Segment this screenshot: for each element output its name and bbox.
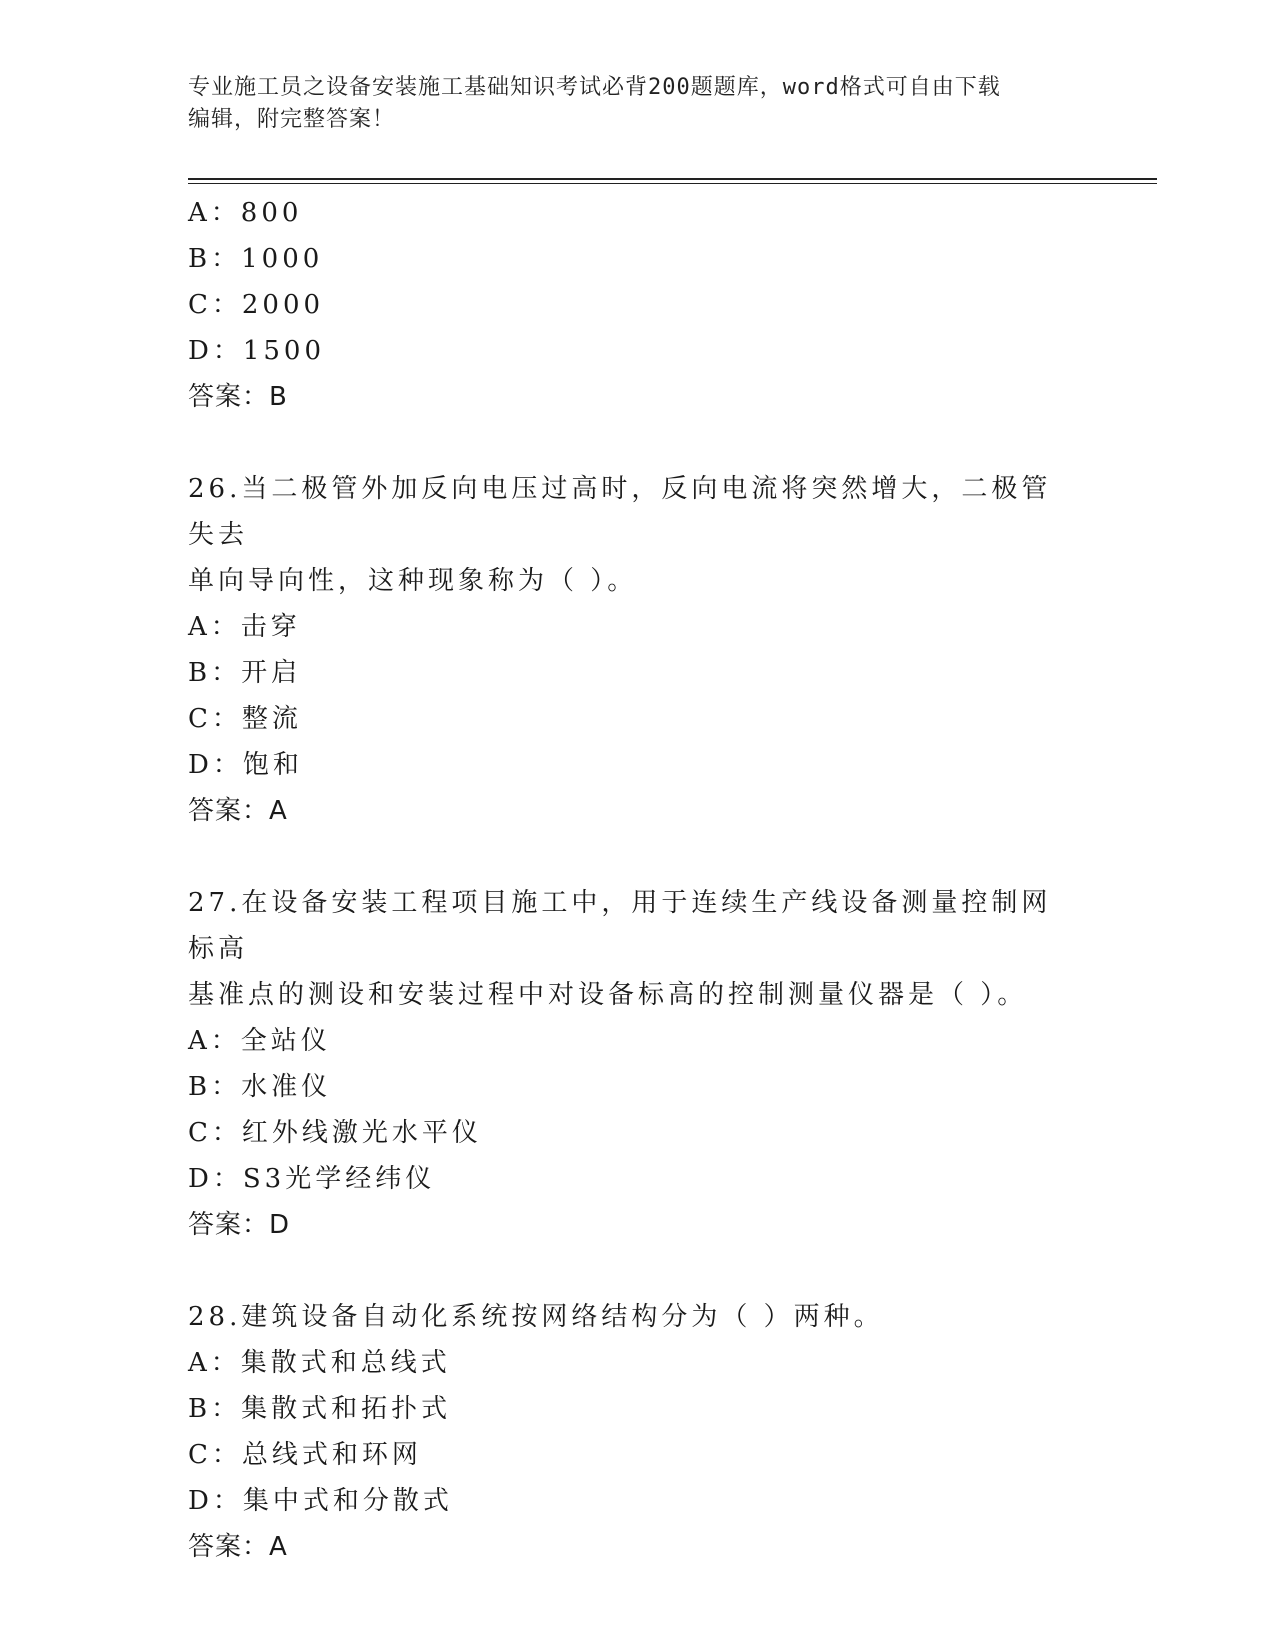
header-divider-thin [188,183,1157,184]
question-list [188,190,1088,1570]
option-d: D：1500 [188,336,326,366]
option-d: D：S3光学经纬仪 [188,1164,436,1194]
spacer [188,834,1088,880]
header-divider-thick [188,178,1157,180]
question-stem [188,1294,1068,1340]
option-b: B：开启 [188,658,302,688]
question-27 [188,880,1088,1248]
question-stem-line-2: 单向导向性，这种现象称为（ ）。 [188,566,638,596]
option-a: A：全站仪 [188,1026,331,1056]
question-stem-line-1: 26.当二极管外加反向电压过高时，反向电流将突然增大，二极管失去 [188,474,1052,550]
question-stem [188,880,1068,1018]
question-28 [188,1294,1088,1570]
header-title-line-2: 编辑，附完整答案！ [188,107,396,132]
option-b: B：1000 [188,244,324,274]
question-stem-line-1: 27.在设备安装工程项目施工中，用于连续生产线设备测量控制网标高 [188,888,1052,964]
option-b: B：水准仪 [188,1072,332,1102]
question-stem-line-1: 28.建筑设备自动化系统按网络结构分为（ ）两种。 [188,1302,884,1332]
option-c: C：2000 [188,290,325,320]
spacer [188,420,1088,466]
question-26 [188,466,1088,834]
answer-line: 答案：B [188,382,288,412]
question-stem-line-2: 基准点的测设和安装过程中对设备标高的控制测量仪器是（ ）。 [188,980,1028,1010]
answer-line: 答案：A [188,796,288,826]
question-stem [188,466,1068,604]
option-b: B：集散式和拓扑式 [188,1394,452,1424]
option-a: A：击穿 [188,612,301,642]
option-a: A：800 [188,198,303,228]
answer-line: 答案：D [188,1210,291,1240]
document-header [188,72,1088,136]
option-c: C：红外线激光水平仪 [188,1118,482,1148]
header-title-line-1: 专业施工员之设备安装施工基础知识考试必背200题题库，word格式可自由下载 [188,75,1001,100]
option-c: C：整流 [188,704,302,734]
question-25 [188,190,1088,420]
spacer [188,1248,1088,1294]
option-a: A：集散式和总线式 [188,1348,451,1378]
option-d: D：饱和 [188,750,303,780]
option-c: C：总线式和环网 [188,1440,422,1470]
option-d: D：集中式和分散式 [188,1486,453,1516]
answer-line: 答案：A [188,1532,288,1562]
